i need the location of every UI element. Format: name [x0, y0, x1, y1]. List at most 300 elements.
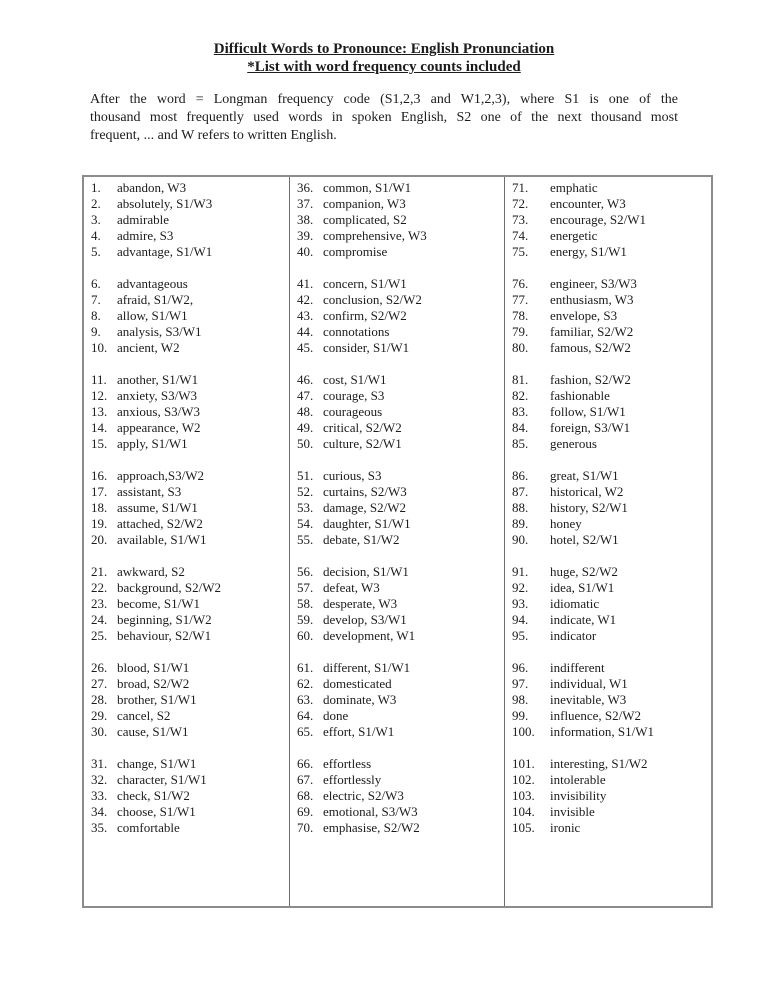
word-list-item [512, 628, 709, 644]
item-text: companion, W3 [323, 196, 406, 211]
item-text: indicator [550, 628, 597, 643]
item-number: 46. [297, 372, 314, 387]
item-number: 50. [297, 436, 314, 451]
item-number: 64. [297, 708, 314, 723]
item-text: damage, S2/W2 [323, 500, 407, 515]
item-number: 81. [512, 372, 529, 387]
item-text: another, S1/W1 [117, 372, 199, 387]
item-number: 83. [512, 404, 529, 419]
word-list-item [512, 388, 709, 404]
item-text: analysis, S3/W1 [117, 324, 202, 339]
item-text: courageous [323, 404, 383, 419]
word-group [91, 180, 287, 260]
item-number: 78. [512, 308, 529, 323]
word-list-item [91, 420, 287, 436]
item-text: critical, S2/W2 [323, 420, 402, 435]
word-list-item [512, 580, 709, 596]
word-list-table [82, 175, 713, 908]
item-number: 68. [297, 788, 314, 803]
item-text: advantageous [117, 276, 188, 291]
item-number: 60. [297, 628, 314, 643]
word-list-item [297, 212, 502, 228]
item-number: 37. [297, 196, 314, 211]
word-list-item [297, 596, 502, 612]
word-group [512, 468, 709, 548]
word-group [91, 276, 287, 356]
item-number: 79. [512, 324, 529, 339]
item-text: desperate, W3 [323, 596, 398, 611]
item-text: character, S1/W1 [117, 772, 207, 787]
item-text: huge, S2/W2 [550, 564, 618, 579]
word-list-item [512, 516, 709, 532]
word-column-1 [83, 176, 290, 907]
item-number: 105. [512, 820, 535, 835]
word-column-2 [290, 176, 505, 907]
item-text: courage, S3 [323, 388, 385, 403]
word-column-3 [505, 176, 713, 907]
item-text: famous, S2/W2 [550, 340, 631, 355]
document-title: Difficult Words to Pronounce: English Pronunciation [213, 41, 555, 57]
word-list-item [91, 772, 287, 788]
item-text: beginning, S1/W2 [117, 612, 212, 627]
word-list-item [512, 612, 709, 628]
word-list-item [297, 276, 502, 292]
intro-line: frequent, ... and W refers to written English. [90, 128, 337, 143]
item-number: 9. [91, 324, 101, 339]
item-number: 39. [297, 228, 314, 243]
item-number: 31. [91, 756, 108, 771]
word-list-item [512, 228, 709, 244]
item-number: 51. [297, 468, 314, 483]
item-text: encourage, S2/W1 [550, 212, 647, 227]
item-number: 33. [91, 788, 108, 803]
item-number: 104. [512, 804, 535, 819]
item-text: honey [550, 516, 582, 531]
word-list-item [91, 756, 287, 772]
item-text: individual, W1 [550, 676, 628, 691]
item-text: energetic [550, 228, 598, 243]
item-text: emphasise, S2/W2 [323, 820, 420, 835]
intro-line: After the word = Longman frequency code (S1,2,3 and W1,2,3), where S1 is one of the [90, 92, 678, 107]
item-text: concern, S1/W1 [323, 276, 407, 291]
item-text: effort, S1/W1 [323, 724, 395, 739]
word-list-item [297, 388, 502, 404]
item-number: 20. [91, 532, 108, 547]
item-text: information, S1/W1 [550, 724, 654, 739]
word-list-item [297, 676, 502, 692]
item-text: effortless [323, 756, 372, 771]
item-text: fashion, S2/W2 [550, 372, 631, 387]
item-number: 21. [91, 564, 108, 579]
word-group [512, 276, 709, 356]
item-text: comprehensive, W3 [323, 228, 427, 243]
item-text: cancel, S2 [117, 708, 171, 723]
item-number: 52. [297, 484, 314, 499]
item-text: done [323, 708, 349, 723]
word-list-item [297, 660, 502, 676]
word-list-item [91, 212, 287, 228]
word-list-item [91, 468, 287, 484]
word-list-item [297, 532, 502, 548]
item-number: 73. [512, 212, 529, 227]
item-number: 62. [297, 676, 314, 691]
item-number: 5. [91, 244, 101, 259]
word-list-item [512, 788, 709, 804]
item-number: 96. [512, 660, 529, 675]
item-text: brother, S1/W1 [117, 692, 197, 707]
word-group [297, 756, 502, 836]
item-text: ironic [550, 820, 581, 835]
word-list-item [91, 372, 287, 388]
word-list-item [297, 244, 502, 260]
item-text: attached, S2/W2 [117, 516, 203, 531]
word-list-item [297, 516, 502, 532]
item-number: 70. [297, 820, 314, 835]
item-number: 72. [512, 196, 529, 211]
word-list-item [91, 580, 287, 596]
item-number: 10. [91, 340, 108, 355]
item-text: behaviour, S2/W1 [117, 628, 212, 643]
item-number: 74. [512, 228, 529, 243]
item-text: defeat, W3 [323, 580, 380, 595]
item-text: consider, S1/W1 [323, 340, 410, 355]
item-number: 28. [91, 692, 108, 707]
word-list-item [297, 420, 502, 436]
item-number: 82. [512, 388, 529, 403]
item-number: 34. [91, 804, 108, 819]
item-number: 69. [297, 804, 314, 819]
item-number: 102. [512, 772, 535, 787]
item-text: curtains, S2/W3 [323, 484, 407, 499]
word-list-item [512, 244, 709, 260]
item-number: 92. [512, 580, 529, 595]
item-number: 76. [512, 276, 529, 291]
word-list-item [297, 180, 502, 196]
item-number: 13. [91, 404, 108, 419]
word-list-item [297, 804, 502, 820]
item-text: hotel, S2/W1 [550, 532, 619, 547]
word-list-item [91, 244, 287, 260]
item-text: assume, S1/W1 [117, 500, 198, 515]
word-list-item [297, 196, 502, 212]
item-text: choose, S1/W1 [117, 804, 196, 819]
item-text: common, S1/W1 [323, 180, 412, 195]
word-list-item [297, 756, 502, 772]
word-list-item [297, 772, 502, 788]
word-list-item [297, 228, 502, 244]
item-number: 58. [297, 596, 314, 611]
word-list-item [512, 212, 709, 228]
item-number: 2. [91, 196, 101, 211]
word-list-item [297, 324, 502, 340]
word-table-row [83, 176, 712, 907]
item-text: advantage, S1/W1 [117, 244, 213, 259]
item-number: 66. [297, 756, 314, 771]
item-number: 19. [91, 516, 108, 531]
item-number: 90. [512, 532, 529, 547]
item-number: 63. [297, 692, 314, 707]
word-group [512, 660, 709, 740]
item-number: 44. [297, 324, 314, 339]
item-text: daughter, S1/W1 [323, 516, 411, 531]
word-list-item [512, 276, 709, 292]
item-number: 94. [512, 612, 529, 627]
item-text: ancient, W2 [117, 340, 180, 355]
item-number: 61. [297, 660, 314, 675]
item-number: 3. [91, 212, 101, 227]
word-list-item [91, 500, 287, 516]
item-number: 14. [91, 420, 108, 435]
item-text: energy, S1/W1 [550, 244, 627, 259]
word-list-item [512, 436, 709, 452]
word-list-item [512, 692, 709, 708]
item-text: engineer, S3/W3 [550, 276, 637, 291]
item-text: culture, S2/W1 [323, 436, 402, 451]
item-number: 57. [297, 580, 314, 595]
document-subtitle: *List with word frequency counts included [247, 59, 521, 75]
word-list-item [91, 436, 287, 452]
word-list-item [91, 276, 287, 292]
item-number: 30. [91, 724, 108, 739]
item-number: 6. [91, 276, 101, 291]
item-text: awkward, S2 [117, 564, 185, 579]
item-number: 47. [297, 388, 314, 403]
item-text: abandon, W3 [117, 180, 187, 195]
word-list-item [91, 484, 287, 500]
item-number: 65. [297, 724, 314, 739]
word-list-item [512, 484, 709, 500]
word-list-item [297, 292, 502, 308]
item-number: 36. [297, 180, 314, 195]
word-list-item [512, 820, 709, 836]
item-number: 89. [512, 516, 529, 531]
item-text: enthusiasm, W3 [550, 292, 634, 307]
word-list-item [512, 676, 709, 692]
word-list-item [91, 612, 287, 628]
item-text: foreign, S3/W1 [550, 420, 631, 435]
item-text: connotations [323, 324, 390, 339]
word-list-item [91, 692, 287, 708]
item-text: blood, S1/W1 [117, 660, 190, 675]
word-list-item [91, 532, 287, 548]
word-group [91, 660, 287, 740]
item-number: 17. [91, 484, 108, 499]
word-list-item [91, 340, 287, 356]
item-text: follow, S1/W1 [550, 404, 626, 419]
item-number: 40. [297, 244, 314, 259]
item-number: 56. [297, 564, 314, 579]
word-list-item [512, 532, 709, 548]
item-text: anxious, S3/W3 [117, 404, 201, 419]
item-number: 27. [91, 676, 108, 691]
word-list-item [512, 660, 709, 676]
word-list-item [91, 388, 287, 404]
word-list-item [297, 692, 502, 708]
item-number: 25. [91, 628, 108, 643]
item-text: envelope, S3 [550, 308, 618, 323]
word-group [91, 756, 287, 836]
word-list-item [91, 820, 287, 836]
item-number: 101. [512, 756, 535, 771]
item-number: 22. [91, 580, 108, 595]
word-list-item [512, 804, 709, 820]
item-text: assistant, S3 [117, 484, 182, 499]
item-text: afraid, S1/W2, [117, 292, 194, 307]
item-number: 86. [512, 468, 529, 483]
item-number: 18. [91, 500, 108, 515]
word-list-item [297, 708, 502, 724]
item-number: 97. [512, 676, 529, 691]
item-text: idea, S1/W1 [550, 580, 615, 595]
item-text: compromise [323, 244, 388, 259]
word-group [297, 564, 502, 644]
item-text: appearance, W2 [117, 420, 201, 435]
word-list-item [297, 580, 502, 596]
word-group [91, 564, 287, 644]
word-list-item [91, 404, 287, 420]
intro-paragraph [90, 91, 678, 145]
word-group [297, 180, 502, 260]
item-text: emotional, S3/W3 [323, 804, 418, 819]
item-number: 80. [512, 340, 529, 355]
item-number: 26. [91, 660, 108, 675]
item-number: 48. [297, 404, 314, 419]
item-number: 98. [512, 692, 529, 707]
item-text: invisibility [550, 788, 607, 803]
item-text: fashionable [550, 388, 610, 403]
item-text: change, S1/W1 [117, 756, 197, 771]
item-number: 45. [297, 340, 314, 355]
item-number: 38. [297, 212, 314, 227]
item-text: complicated, S2 [323, 212, 407, 227]
item-text: encounter, W3 [550, 196, 626, 211]
item-number: 95. [512, 628, 529, 643]
word-list-item [297, 820, 502, 836]
item-text: admire, S3 [117, 228, 174, 243]
item-number: 87. [512, 484, 529, 499]
item-number: 77. [512, 292, 529, 307]
item-text: history, S2/W1 [550, 500, 628, 515]
item-text: development, W1 [323, 628, 416, 643]
item-text: indicate, W1 [550, 612, 617, 627]
item-text: electric, S2/W3 [323, 788, 404, 803]
item-text: cost, S1/W1 [323, 372, 387, 387]
word-group [91, 372, 287, 452]
word-list-item [297, 628, 502, 644]
item-text: intolerable [550, 772, 606, 787]
word-list-item [91, 708, 287, 724]
intro-line: thousand most frequently used words in spoken English, S2 one of the next thousand most [90, 110, 678, 125]
item-number: 55. [297, 532, 314, 547]
word-list-item [91, 292, 287, 308]
item-text: allow, S1/W1 [117, 308, 188, 323]
word-list-item [91, 676, 287, 692]
item-text: effortlessly [323, 772, 382, 787]
item-text: inevitable, W3 [550, 692, 627, 707]
item-text: generous [550, 436, 597, 451]
item-number: 53. [297, 500, 314, 515]
item-number: 75. [512, 244, 529, 259]
word-group [91, 468, 287, 548]
word-list-item [297, 436, 502, 452]
word-list-item [512, 324, 709, 340]
word-list-item [91, 228, 287, 244]
item-number: 15. [91, 436, 108, 451]
word-list-item [512, 468, 709, 484]
item-text: historical, W2 [550, 484, 624, 499]
word-list-item [297, 500, 502, 516]
item-number: 24. [91, 612, 108, 627]
item-text: anxiety, S3/W3 [117, 388, 198, 403]
item-text: influence, S2/W2 [550, 708, 641, 723]
item-text: apply, S1/W1 [117, 436, 188, 451]
item-number: 67. [297, 772, 314, 787]
item-text: available, S1/W1 [117, 532, 207, 547]
word-group [297, 660, 502, 740]
item-number: 54. [297, 516, 314, 531]
item-text: check, S1/W2 [117, 788, 190, 803]
item-text: confirm, S2/W2 [323, 308, 407, 323]
item-text: curious, S3 [323, 468, 382, 483]
word-list-item [297, 564, 502, 580]
word-list-item [297, 404, 502, 420]
word-list-item [91, 788, 287, 804]
item-text: emphatic [550, 180, 598, 195]
word-group [512, 180, 709, 260]
word-list-item [297, 788, 502, 804]
item-text: approach,S3/W2 [117, 468, 205, 483]
item-number: 71. [512, 180, 529, 195]
item-text: idiomatic [550, 596, 600, 611]
item-number: 1. [91, 180, 101, 195]
word-list-item [91, 804, 287, 820]
item-number: 12. [91, 388, 108, 403]
item-number: 99. [512, 708, 529, 723]
item-number: 103. [512, 788, 535, 803]
item-number: 32. [91, 772, 108, 787]
item-text: become, S1/W1 [117, 596, 201, 611]
word-list-item [512, 404, 709, 420]
word-list-item [91, 196, 287, 212]
word-list-item [297, 372, 502, 388]
word-group [512, 372, 709, 452]
word-list-item [512, 772, 709, 788]
item-number: 43. [297, 308, 314, 323]
item-text: absolutely, S1/W3 [117, 196, 213, 211]
word-list-item [91, 724, 287, 740]
item-number: 84. [512, 420, 529, 435]
item-number: 91. [512, 564, 529, 579]
word-list-item [297, 468, 502, 484]
word-list-item [297, 308, 502, 324]
item-number: 8. [91, 308, 101, 323]
word-list-item [512, 180, 709, 196]
item-text: familiar, S2/W2 [550, 324, 634, 339]
word-list-item [297, 612, 502, 628]
word-list-item [512, 596, 709, 612]
item-text: indifferent [550, 660, 605, 675]
word-list-item [512, 196, 709, 212]
word-list-item [512, 340, 709, 356]
word-list-item [91, 180, 287, 196]
item-number: 85. [512, 436, 529, 451]
word-list-item [91, 596, 287, 612]
item-text: dominate, W3 [323, 692, 397, 707]
word-list-item [512, 372, 709, 388]
item-text: invisible [550, 804, 595, 819]
item-number: 88. [512, 500, 529, 515]
word-list-item [91, 324, 287, 340]
